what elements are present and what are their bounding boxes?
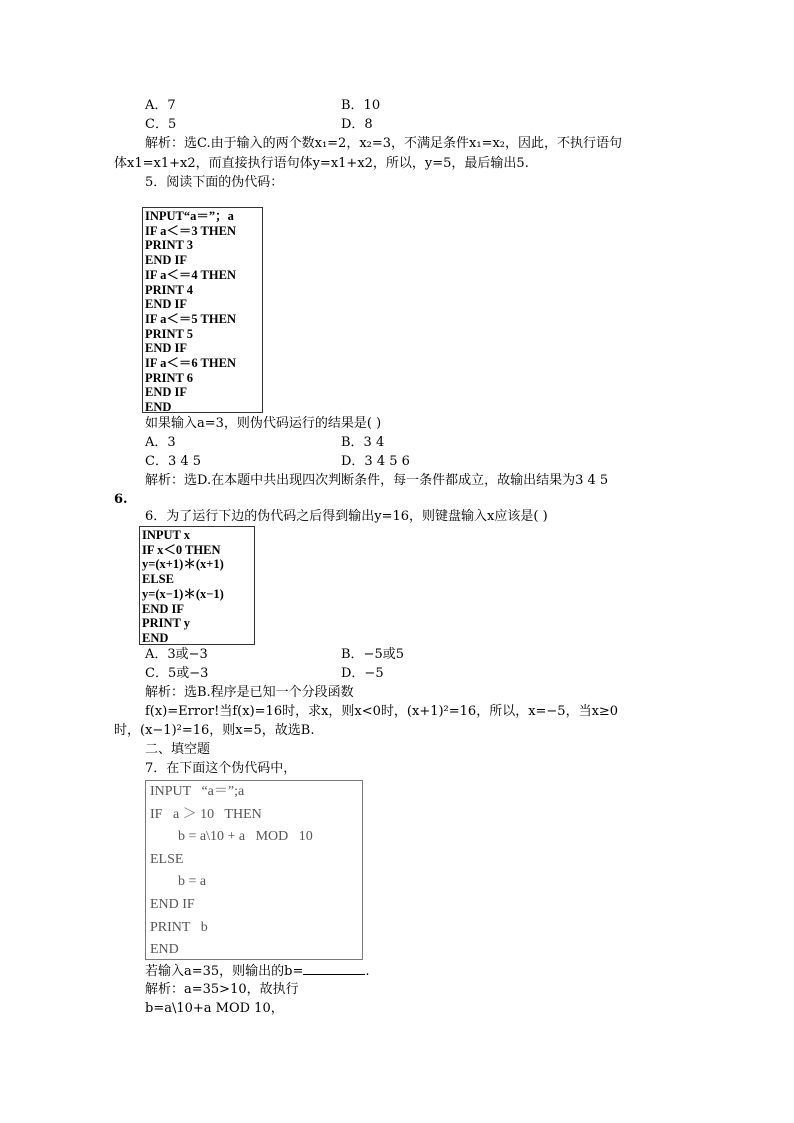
- q4-option-d: D．8: [341, 117, 373, 132]
- code-line: IF a ＞ 10 THEN: [150, 806, 262, 822]
- q6-option-b: B．−5或5: [341, 647, 404, 662]
- code-line: IF x＜0 THEN: [142, 542, 221, 557]
- code-line: END: [142, 630, 169, 645]
- code-line: PRINT 5: [145, 326, 194, 341]
- code-line: b = a: [150, 874, 207, 890]
- q5-code-box: [142, 207, 263, 413]
- q4-analysis-line2: 体x1=x1+x2，而直接执行语句体y=x1+x2，所以，y=5，最后输出5.: [114, 156, 529, 171]
- code-line: IF a＜＝5 THEN: [145, 311, 236, 326]
- q4-option-c: C．5: [145, 117, 177, 132]
- q5-option-b: B．3 4: [341, 435, 385, 450]
- q5-analysis-line2: 6.: [114, 492, 128, 507]
- code-line: END IF: [150, 896, 195, 912]
- q7-question-suffix: .: [365, 964, 370, 979]
- code-line: ELSE: [150, 851, 184, 867]
- code-line: END IF: [145, 341, 188, 356]
- answer-blank: [303, 962, 365, 975]
- code-line: y=(x−1)＊(x−1): [142, 586, 224, 601]
- q7-analysis-line2: b=a\10+a MOD 10，: [145, 1001, 284, 1016]
- code-line: y=(x+1)＊(x+1): [142, 557, 224, 572]
- section-title: 二、填空题: [145, 742, 211, 757]
- code-line: END: [150, 942, 179, 958]
- code-line: PRINT 3: [145, 238, 194, 253]
- q6-option-c: C．5或−3: [145, 666, 209, 681]
- code-line: PRINT b: [150, 919, 208, 935]
- code-line: b = a\10 + a MOD 10: [150, 829, 313, 845]
- q4-analysis-line1: 解析：选C.由于输入的两个数x₁=2，x₂=3，不满足条件x₁=x₂，因此，不执行语句: [145, 136, 623, 151]
- q5-question: 如果输入a=3，则伪代码运行的结果是( ): [145, 416, 382, 431]
- code-line: END IF: [145, 297, 188, 312]
- q5-option-a: A．3: [145, 435, 176, 450]
- code-line: END IF: [142, 601, 185, 616]
- q5-option-d: D．3 4 5 6: [341, 454, 410, 469]
- q5-option-c: C．3 4 5: [145, 454, 202, 469]
- code-line: INPUT “a＝”;a: [150, 784, 245, 799]
- code-line: IF a＜＝4 THEN: [145, 267, 236, 282]
- code-line: INPUT x: [142, 528, 191, 542]
- code-line: IF a＜＝6 THEN: [145, 356, 236, 371]
- code-line: PRINT y: [142, 616, 191, 631]
- q7-code-box: [145, 780, 363, 960]
- q6-stem: 6．为了运行下边的伪代码之后得到输出y=16，则键盘输入x应该是( ): [145, 509, 548, 524]
- q6-analysis-line2: f(x)=Error!当f(x)=16时，求x，则x<0时，(x+1)²=16，所以，x=−5，当x≥0: [145, 704, 619, 719]
- q6-code-box: [139, 526, 255, 645]
- q6-analysis-line1: 解析：选B.程序是已知一个分段函数: [145, 685, 354, 700]
- q7-stem: 7．在下面这个伪代码中，: [145, 761, 297, 776]
- q7-question-prefix: 若输入a=35，则输出的b=: [145, 964, 304, 979]
- q5-analysis-line1: 解析：选D.在本题中共出现四次判断条件，每一条件都成立，故输出结果为3 4 5: [145, 473, 609, 488]
- q6-analysis-line3: 时，(x−1)²=16，则x=5，故选B.: [114, 723, 315, 738]
- code-line: ELSE: [142, 572, 174, 587]
- code-line: IF a＜＝3 THEN: [145, 223, 236, 238]
- code-line: PRINT 6: [145, 370, 194, 385]
- code-line: END: [145, 400, 172, 415]
- code-line: END IF: [145, 385, 188, 400]
- code-line: END IF: [145, 253, 188, 268]
- q7-question: [145, 962, 370, 980]
- code-line: PRINT 4: [145, 282, 194, 297]
- q7-analysis-line1: 解析：a=35>10，故执行: [145, 982, 299, 997]
- code-line: INPUT“a＝”；a: [145, 209, 234, 223]
- q5-stem: 5．阅读下面的伪代码：: [145, 175, 284, 190]
- q4-option-b: B．10: [341, 98, 381, 113]
- q4-option-a: A．7: [145, 98, 176, 113]
- q6-option-a: A．3或−3: [145, 647, 208, 662]
- q6-option-d: D．−5: [341, 666, 384, 681]
